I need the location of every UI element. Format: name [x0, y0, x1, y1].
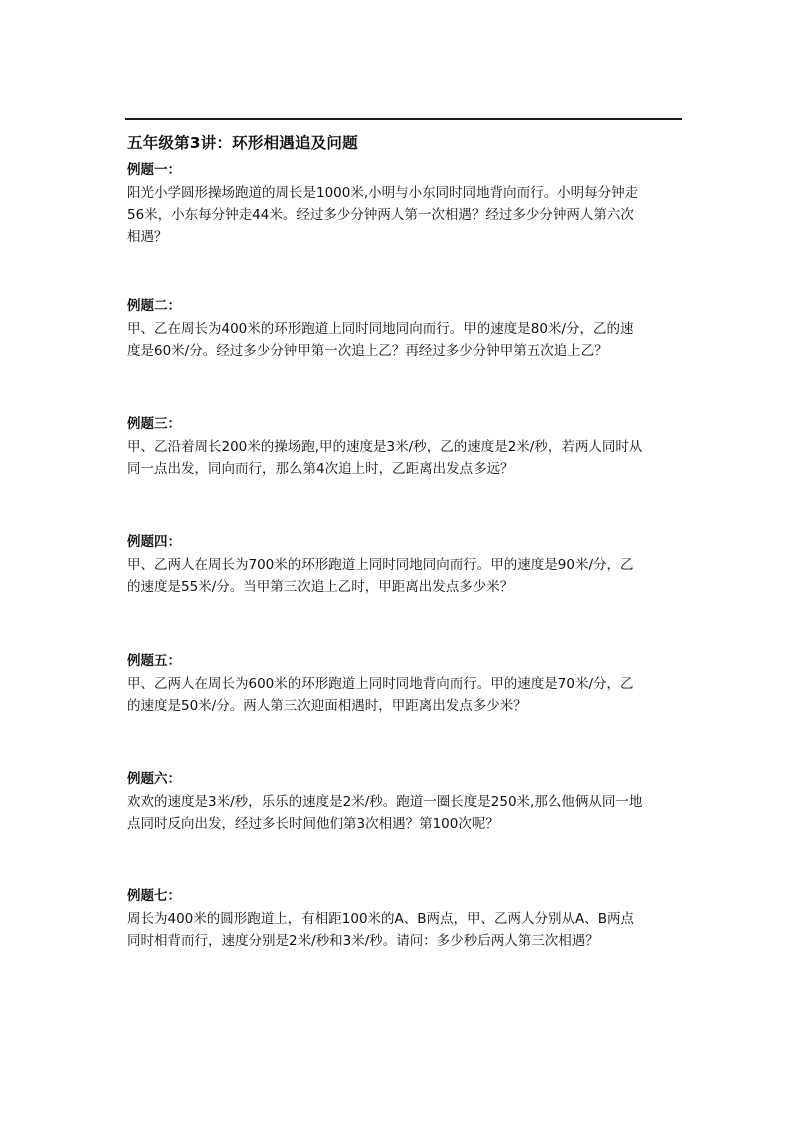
example-text-line: 56米，小东每分钟走44米。经过多少分钟两人第一次相遇？经过多少分钟两人第六次 [127, 207, 634, 223]
top-divider [125, 118, 682, 120]
example-text-line: 度是60米/分。经过多少分钟甲第一次追上乙？再经过多少分钟甲第五次追上乙？ [127, 343, 608, 359]
example-7 [127, 886, 687, 952]
example-text-line: 甲、乙沿着周长200米的操场跑,甲的速度是3米/秒，乙的速度是2米/秒，若两人同时从 [127, 439, 643, 455]
example-heading: 例题四： [127, 534, 181, 550]
document-title: 五年级第3讲：环形相遇追及问题 [127, 134, 358, 152]
example-heading: 例题五： [127, 653, 181, 669]
example-3 [127, 414, 687, 480]
example-text-line: 甲、乙两人在周长为700米的环形跑道上同时同地同向而行。甲的速度是90米/分，乙 [127, 557, 634, 573]
example-text-line: 甲、乙在周长为400米的环形跑道上同时同地同向而行。甲的速度是80米/分，乙的速 [127, 321, 634, 337]
example-heading: 例题三： [127, 416, 181, 432]
example-heading: 例题二： [127, 298, 181, 314]
example-text-line: 同时相背而行，速度分别是2米/秒和3米/秒。请问：多少秒后两人第三次相遇？ [127, 933, 599, 949]
example-4 [127, 532, 687, 598]
example-text-line: 相遇？ [127, 229, 168, 245]
example-heading: 例题一： [127, 162, 181, 178]
example-text-line: 周长为400米的圆形跑道上，有相距100米的A、B两点，甲、乙两人分别从A、B两点 [127, 911, 635, 927]
example-2 [127, 296, 687, 362]
example-text-line: 的速度是50米/分。两人第三次迎面相遇时，甲距离出发点多少米？ [127, 698, 527, 714]
example-1 [127, 160, 687, 248]
example-text-line: 同一点出发，同向而行，那么第4次追上时，乙距离出发点多远？ [127, 461, 514, 477]
example-text-line: 甲、乙两人在周长为600米的环形跑道上同时同地背向而行。甲的速度是70米/分，乙 [127, 676, 634, 692]
example-heading: 例题六： [127, 771, 181, 787]
example-heading: 例题七： [127, 888, 181, 904]
example-text-line: 欢欢的速度是3米/秒，乐乐的速度是2米/秒。跑道一圈长度是250米,那么他俩从同一地 [127, 794, 643, 810]
example-5 [127, 651, 687, 717]
example-text-line: 阳光小学圆形操场跑道的周长是1000米,小明与小东同时同地背向而行。小明每分钟走 [127, 185, 639, 201]
example-6 [127, 769, 687, 835]
example-text-line: 点同时反向出发，经过多长时间他们第3次相遇？第100次呢？ [127, 816, 499, 832]
example-text-line: 的速度是55米/分。当甲第三次追上乙时，甲距离出发点多少米？ [127, 579, 514, 595]
